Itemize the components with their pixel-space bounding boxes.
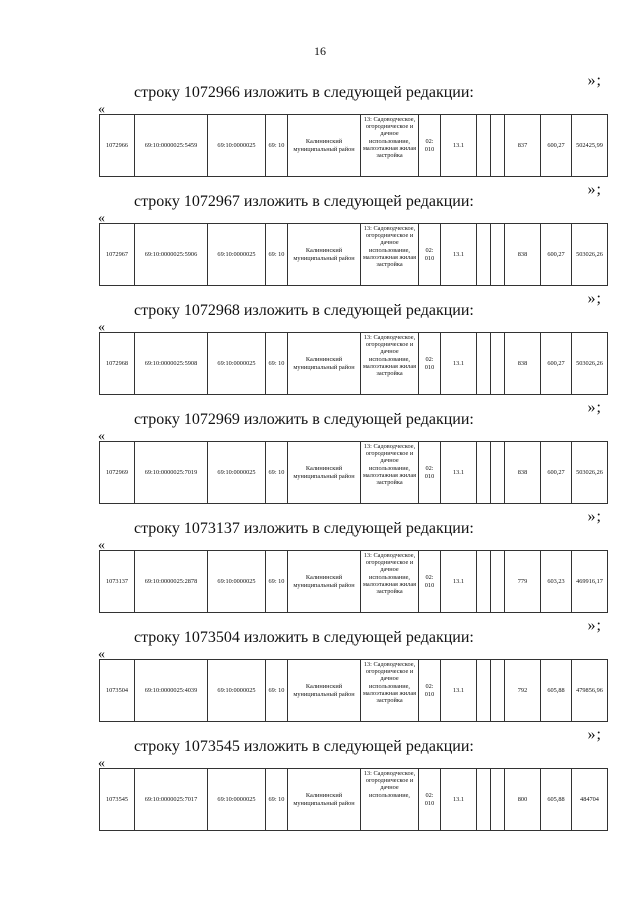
cell-region-code: 69: 10 bbox=[266, 769, 288, 831]
cell-district: Калининский муниципальный район bbox=[288, 769, 361, 831]
cell-empty bbox=[477, 442, 491, 504]
cell-region-code: 69: 10 bbox=[266, 115, 288, 177]
close-quote: »; bbox=[587, 72, 602, 89]
amendment-table bbox=[99, 441, 608, 504]
cell-district: Калининский муниципальный район bbox=[288, 551, 361, 613]
cell-district: Калининский муниципальный район bbox=[288, 224, 361, 286]
cell-land-use bbox=[361, 224, 419, 286]
cell-value: 503026,26 bbox=[572, 333, 608, 395]
cell-empty bbox=[477, 551, 491, 613]
row-number: 1072967 bbox=[183, 193, 240, 210]
land-use-text: 13: Садоводческое, огородническое и дачное использование, малоэтажная жилая застройка bbox=[362, 225, 417, 269]
cell-region-code: 69: 10 bbox=[266, 551, 288, 613]
cell-area: 837 bbox=[505, 115, 541, 177]
cell-rate: 603,23 bbox=[541, 551, 572, 613]
table-row bbox=[100, 551, 608, 613]
cell-id: 1072966 bbox=[100, 115, 135, 177]
open-quote: « bbox=[98, 647, 105, 662]
cell-district: Калининский муниципальный район bbox=[288, 660, 361, 722]
cell-code: 02: 010 bbox=[419, 660, 441, 722]
cell-value: 469916,17 bbox=[572, 551, 608, 613]
cell-cadastral-quarter: 69:10:0000025 bbox=[208, 660, 266, 722]
cell-cadastral-quarter: 69:10:0000025 bbox=[208, 115, 266, 177]
cell-value: 479856,96 bbox=[572, 660, 608, 722]
heading-prefix: строку bbox=[134, 629, 180, 646]
land-use-text: 13: Садоводческое, огородническое и дачное использование, bbox=[363, 770, 416, 799]
cell-land-use bbox=[361, 660, 419, 722]
cell-id: 1072967 bbox=[100, 224, 135, 286]
amendment-heading bbox=[134, 629, 474, 647]
cell-value: 503026,26 bbox=[572, 224, 608, 286]
amendment-table bbox=[99, 659, 608, 722]
cell-cadastral-quarter: 69:10:0000025 bbox=[208, 442, 266, 504]
table-row bbox=[100, 115, 608, 177]
amendment-heading bbox=[134, 302, 474, 320]
cell-rate: 600,27 bbox=[541, 224, 572, 286]
close-quote: »; bbox=[587, 290, 602, 307]
cell-rate: 600,27 bbox=[541, 442, 572, 504]
cell-rate: 605,88 bbox=[541, 769, 572, 831]
cell-cadastral-number: 69:10:0000025:4039 bbox=[135, 660, 208, 722]
cell-empty bbox=[491, 115, 505, 177]
cell-id: 1073504 bbox=[100, 660, 135, 722]
cell-area: 779 bbox=[505, 551, 541, 613]
cell-empty bbox=[477, 769, 491, 831]
row-number: 1072966 bbox=[183, 84, 240, 101]
cell-empty bbox=[491, 769, 505, 831]
cell-land-use bbox=[361, 769, 419, 831]
row-number: 1073545 bbox=[183, 738, 240, 755]
amendment-heading bbox=[134, 193, 474, 211]
heading-suffix: изложить в следующей редакции: bbox=[243, 629, 474, 646]
cell-area: 792 bbox=[505, 660, 541, 722]
row-number: 1072969 bbox=[183, 411, 240, 428]
open-quote: « bbox=[98, 538, 105, 553]
table-row bbox=[100, 333, 608, 395]
heading-suffix: изложить в следующей редакции: bbox=[243, 84, 474, 101]
amendment-table bbox=[99, 114, 608, 177]
cell-area: 838 bbox=[505, 333, 541, 395]
cell-code: 02: 010 bbox=[419, 769, 441, 831]
cell-class: 13.1 bbox=[441, 551, 477, 613]
close-quote: »; bbox=[587, 399, 602, 416]
cell-id: 1073545 bbox=[100, 769, 135, 831]
cell-cadastral-quarter: 69:10:0000025 bbox=[208, 224, 266, 286]
table-row bbox=[100, 769, 608, 831]
amendment-heading bbox=[134, 84, 474, 102]
cell-region-code: 69: 10 bbox=[266, 333, 288, 395]
table-row bbox=[100, 442, 608, 504]
table-row bbox=[100, 224, 608, 286]
cell-empty bbox=[491, 442, 505, 504]
cell-code: 02: 010 bbox=[419, 115, 441, 177]
cell-rate: 605,88 bbox=[541, 660, 572, 722]
heading-prefix: строку bbox=[134, 193, 180, 210]
cell-code: 02: 010 bbox=[419, 551, 441, 613]
heading-suffix: изложить в следующей редакции: bbox=[243, 302, 474, 319]
heading-prefix: строку bbox=[134, 84, 180, 101]
close-quote: »; bbox=[587, 508, 602, 525]
cell-empty bbox=[491, 660, 505, 722]
cell-value: 503026,26 bbox=[572, 442, 608, 504]
page-number: 16 bbox=[314, 44, 326, 58]
cell-cadastral-quarter: 69:10:0000025 bbox=[208, 333, 266, 395]
table-row bbox=[100, 660, 608, 722]
cell-empty bbox=[491, 224, 505, 286]
land-use-text: 13: Садоводческое, огородническое и дачное использование, малоэтажная жилая застройка bbox=[362, 116, 417, 160]
cell-code: 02: 010 bbox=[419, 224, 441, 286]
heading-suffix: изложить в следующей редакции: bbox=[243, 738, 474, 755]
cell-id: 1072969 bbox=[100, 442, 135, 504]
heading-prefix: строку bbox=[134, 738, 180, 755]
cell-class: 13.1 bbox=[441, 115, 477, 177]
cell-empty bbox=[477, 115, 491, 177]
cell-land-use bbox=[361, 115, 419, 177]
row-number: 1073504 bbox=[183, 629, 240, 646]
cell-area: 838 bbox=[505, 224, 541, 286]
cell-cadastral-number: 69:10:0000025:5908 bbox=[135, 333, 208, 395]
amendment-table bbox=[99, 223, 608, 286]
cell-land-use bbox=[361, 442, 419, 504]
cell-code: 02: 010 bbox=[419, 442, 441, 504]
cell-value: 502425,99 bbox=[572, 115, 608, 177]
heading-prefix: строку bbox=[134, 411, 180, 428]
cell-land-use bbox=[361, 551, 419, 613]
cell-cadastral-quarter: 69:10:0000025 bbox=[208, 769, 266, 831]
heading-suffix: изложить в следующей редакции: bbox=[243, 520, 474, 537]
open-quote: « bbox=[98, 102, 105, 117]
cell-class: 13.1 bbox=[441, 224, 477, 286]
land-use-text: 13: Садоводческое, огородническое и дачное использование, малоэтажная жилая застройка bbox=[362, 334, 417, 378]
amendment-table bbox=[99, 768, 608, 831]
cell-cadastral-quarter: 69:10:0000025 bbox=[208, 551, 266, 613]
cell-class: 13.1 bbox=[441, 660, 477, 722]
cell-code: 02: 010 bbox=[419, 333, 441, 395]
cell-value: 484704 bbox=[572, 769, 608, 831]
cell-cadastral-number: 69:10:0000025:7019 bbox=[135, 442, 208, 504]
land-use-text: 13: Садоводческое, огородническое и дачное использование, малоэтажная жилая застройка bbox=[362, 552, 417, 596]
cell-class: 13.1 bbox=[441, 769, 477, 831]
cell-cadastral-number: 69:10:0000025:5906 bbox=[135, 224, 208, 286]
cell-cadastral-number: 69:10:0000025:5459 bbox=[135, 115, 208, 177]
cell-rate: 600,27 bbox=[541, 333, 572, 395]
cell-region-code: 69: 10 bbox=[266, 660, 288, 722]
cell-id: 1073137 bbox=[100, 551, 135, 613]
heading-prefix: строку bbox=[134, 302, 180, 319]
cell-empty bbox=[491, 551, 505, 613]
amendment-heading bbox=[134, 738, 474, 756]
cell-cadastral-number: 69:10:0000025:2878 bbox=[135, 551, 208, 613]
open-quote: « bbox=[98, 211, 105, 226]
cell-empty bbox=[477, 224, 491, 286]
land-use-text: 13: Садоводческое, огородническое и дачное использование, малоэтажная жилая застройка bbox=[362, 443, 417, 487]
heading-prefix: строку bbox=[134, 520, 180, 537]
amendment-table bbox=[99, 332, 608, 395]
cell-cadastral-number: 69:10:0000025:7017 bbox=[135, 769, 208, 831]
open-quote: « bbox=[98, 320, 105, 335]
close-quote: »; bbox=[587, 181, 602, 198]
cell-district: Калининский муниципальный район bbox=[288, 442, 361, 504]
open-quote: « bbox=[98, 429, 105, 444]
cell-land-use bbox=[361, 333, 419, 395]
cell-empty bbox=[477, 660, 491, 722]
close-quote: »; bbox=[587, 726, 602, 743]
close-quote: »; bbox=[587, 617, 602, 634]
row-number: 1072968 bbox=[183, 302, 240, 319]
cell-empty bbox=[477, 333, 491, 395]
open-quote: « bbox=[98, 756, 105, 771]
amendment-heading bbox=[134, 520, 474, 538]
cell-class: 13.1 bbox=[441, 442, 477, 504]
cell-rate: 600,27 bbox=[541, 115, 572, 177]
land-use-text: 13: Садоводческое, огородническое и дачное использование, малоэтажная жилая застройка bbox=[362, 661, 417, 705]
cell-district: Калининский муниципальный район bbox=[288, 333, 361, 395]
cell-region-code: 69: 10 bbox=[266, 442, 288, 504]
row-number: 1073137 bbox=[183, 520, 240, 537]
amendment-heading bbox=[134, 411, 474, 429]
cell-region-code: 69: 10 bbox=[266, 224, 288, 286]
cell-area: 800 bbox=[505, 769, 541, 831]
amendment-table bbox=[99, 550, 608, 613]
cell-area: 838 bbox=[505, 442, 541, 504]
heading-suffix: изложить в следующей редакции: bbox=[243, 411, 474, 428]
cell-id: 1072968 bbox=[100, 333, 135, 395]
cell-empty bbox=[491, 333, 505, 395]
cell-district: Калининский муниципальный район bbox=[288, 115, 361, 177]
heading-suffix: изложить в следующей редакции: bbox=[243, 193, 474, 210]
cell-class: 13.1 bbox=[441, 333, 477, 395]
